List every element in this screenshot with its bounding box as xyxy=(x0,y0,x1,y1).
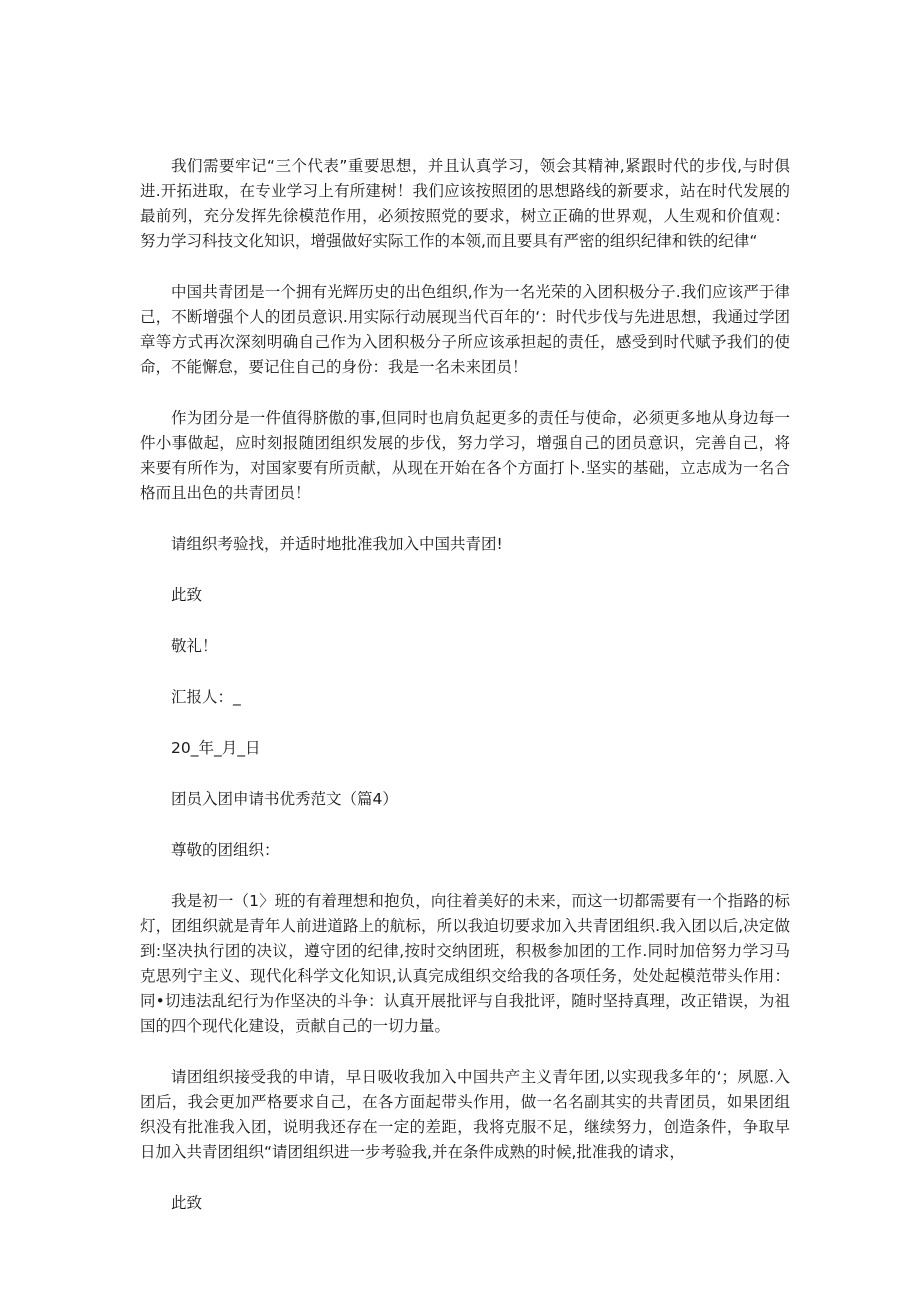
salute-line: 敬礼！ xyxy=(171,637,218,655)
date-line: 20_年_月_日 xyxy=(171,739,261,757)
request-line: 请组织考验找，并适时地批准我加入中国共青团! xyxy=(171,535,503,553)
paragraph: 我是初一（1〉班的有着理想和抱负，向往着美好的未来，而这一切都需要有一个指路的标灯，团组织就是青年人前进道路上的航标，所以我迫切要求加入共青团组织.我入团以后,决定做到:坚决执行团的决议，遵守团的纪律,按时交纳团班，积极参加团的工作.同时加倍努力学习马克思列宁主义、现代化科学文化知识,认真完成组织交给我的各项任务，处处起模范带头作用：同•切违法乱纪行为作坚决的斗争：认真开展批评与自我批评，随时坚持真理，改正错误，为祖国的四个现代化建设，贡献自己的一切力量。 xyxy=(140,892,790,1035)
paragraph: 我们需要牢记“三个代表”重要思想，并且认真学习，领会其精神,紧跟时代的步伐,与时俱进.开拓进取，在专业学习上有所建树！我们应该按照团的思想路线的新要求，站在时代发展的最前列，充分发挥先徐模范作用，必须按照党的要求，树立正确的世界观，人生观和价值观：努力学习科技文化知识，增强做好实际工作的本领,而且要具有严密的组织纪律和铁的纪律“ xyxy=(140,157,790,250)
closing-line: 此致 xyxy=(171,1194,203,1212)
paragraph: 作为团分是一件值得脐傲的事,但同时也肩负起更多的责任与使命，必须更多地从身边每一件小事做起，应时刻报随团组织发展的步伐，努力学习，增强自己的团员意识，完善自己，将来要有所作为，对国家要有所贡献，从现在开始在各个方面打卜.坚实的基础，立志成为一名合格而且出色的共青团员！ xyxy=(140,409,790,502)
section-title: 团员入团申请书优秀范文（篇4） xyxy=(171,790,398,808)
greeting-line: 尊敬的团组织： xyxy=(171,841,280,859)
paragraph: 中国共青团是一个拥有光辉历史的出色组织,作为一名光荣的入团积极分子.我们应该严于律己，不断增强个人的团员意识.用实际行动展现当代百年的‘：时代步伐与先进思想，我通过学团章等方式再次深刻明确自己作为入团积极分子所应该承担起的责任，感受到时代赋予我们的使命，不能懈怠，要记住自己的身份：我是一名未来团员！ xyxy=(140,283,790,376)
paragraph: 请团组织接受我的申请，早日吸收我加入中国共产主义青年团,以实现我多年的‘；夙愿.入团后，我会更加严格要求自己，在各方面起带头作用，做一名名副其实的共青团员，如果团组织没有批准我入团，说明我还存在一定的差距，我将克服不足，继续努力，创造条件，争取早日加入共青团组织“请团组织进一步考验我,并在条件成熟的时候,批准我的请求， xyxy=(140,1068,790,1161)
closing-line: 此致 xyxy=(171,586,203,604)
reporter-line: 汇报人：_ xyxy=(171,688,241,706)
document-body xyxy=(140,154,790,1242)
